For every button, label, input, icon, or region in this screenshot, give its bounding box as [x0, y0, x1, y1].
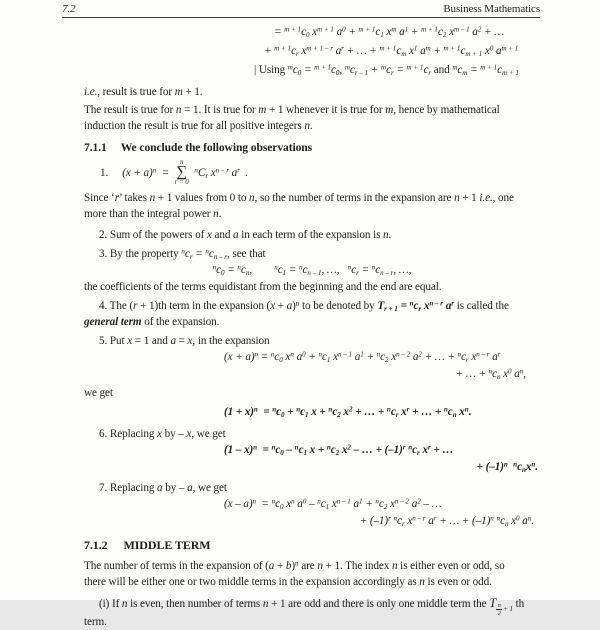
sum-upper-limit: n: [180, 158, 184, 166]
observation-3-tail: the coefficients of the terms equidistant from the beginning and the end are equal.: [84, 281, 442, 293]
middle-term-case-even: [99, 594, 540, 617]
paragraph-line: general term of the expansion.: [84, 316, 220, 328]
binomial-rhs: $^nC_r$ $x^{n - r}$ $a^r$ .: [194, 165, 248, 180]
observation-5: [84, 333, 540, 421]
induction-proof-equations: [84, 23, 540, 80]
item-number: 1.: [100, 166, 109, 179]
section-number: 7.1.2: [84, 538, 108, 552]
paragraph-line: The result is true for n = 1. It is true for m + 1 whenever it is true for m, hence by mathematical: [84, 104, 500, 116]
section-title: MIDDLE TERM: [123, 538, 211, 552]
one-plus-x-equation: $(1 + x)^n = ^nc_0 + ^nc_1$ $x + ^nc_2$ $x^2$ + … + $^nc_r$ $x^r$ + … + $^nc_n$ $x^n$.: [224, 405, 472, 419]
expansion-line-1: = $^{m + 1}c_0$ $x^{m + 1}$ $a^0 + ^{m + 1}c_1$ $x^m$ $a^1 + ^{m + 1}c_2$ $x^{m - 1}$ $a^2$ + …: [274, 25, 505, 39]
observation-7: [84, 480, 540, 529]
x-minus-a-equation: $(x - a)^n = ^nc_0$ $x^n$ $a^0 - ^nc_1$ $x^{n - 1}$ $a^1 + ^nc_2$ $x^{n - 2}$ $a^2$ – …: [224, 497, 442, 511]
book-title: Business Mathematics: [443, 3, 540, 15]
sum-lower-limit: r = 0: [174, 178, 189, 186]
T-subscript: [496, 600, 513, 619]
case-even-text: (i) If n is even, then number of terms n + 1 are odd and there is only one middle term the: [99, 598, 490, 610]
x-minus-a-continuation: + $(-1)^r$ $^nc_r$ $x^{n - r}$ $a^r$ + … + $(-1)^n$ $^nc_n$ $x^0$ $a^n$.: [359, 514, 534, 528]
page-header: [62, 2, 540, 18]
using-identities-line: | Using $^mc_0 = ^{m + 1}c_0$, $^mc_{r - 1} + ^mc_r = ^{m + 1}c_r$ and $^mc_m = ^{m + 1}c_{m + 1}$: [254, 63, 519, 77]
observation-7-head: 7. Replacing a by – a, we get: [99, 482, 227, 494]
paragraph-line: 4. The (r + 1)th term in the expansion $(x + a)^n$ to be denoted by $T_{r + 1} = ^nc_r$ $x^{n - r}$ $a^r$ is called the: [99, 299, 509, 313]
observation-3-head: 3. By the property $^nc_r = ^nc_{n - r}$, see that: [99, 247, 266, 261]
middle-term-symbol: [489, 594, 513, 617]
th-suffix: th: [512, 598, 525, 610]
page-number: 7.2: [62, 3, 76, 15]
observation-5-head: 5. Put x = 1 and a = x, in the expansion: [99, 335, 270, 347]
n-over-2-fraction: [496, 602, 502, 617]
fraction-denominator: 2: [497, 610, 501, 617]
page-body: [62, 23, 540, 630]
induction-summary-paragraph: [84, 102, 540, 134]
middle-term-paragraph: [84, 558, 540, 590]
observation-3-equation: $^nc_0 = ^nc_n$, $^nc_1 = ^nc_{n - 1}$, …, $^nc_r = ^nc_{n - r}$, …,: [212, 263, 412, 277]
we-get-line: we get: [84, 387, 113, 399]
observation-6-head: 6. Replacing x by – x, we get: [99, 428, 226, 440]
T-symbol: T: [489, 596, 497, 610]
expansion-line-2: + $^{m + 1}c_r$ $x^{m + 1 - r}$ $a^r$ + … + $^{m + 1}c_m$ $x^1$ $a^m + ^{m + 1}c_{m + 1}$ $x^0$ $a^{m + 1}$: [264, 44, 519, 58]
section-7-1-1-heading: [84, 139, 540, 156]
fraction-numerator: n: [497, 601, 501, 609]
section-number: 7.1.1: [84, 141, 107, 154]
observation-1: [84, 157, 540, 188]
one-minus-x-continuation: + $(-1)^n$ $^nc_nx^n$.: [476, 460, 538, 474]
binomial-lhs: $(x + a)^n$ =: [122, 165, 172, 179]
section-7-1-2-heading: [84, 536, 540, 554]
summation-symbol: [175, 159, 189, 186]
term-word: term.: [84, 616, 107, 628]
conclusion-line: i.e., result is true for m + 1.: [84, 86, 203, 98]
observation-6: [84, 426, 540, 475]
section-title: We conclude the following observations: [120, 141, 313, 154]
observation-4: [84, 298, 540, 330]
paragraph-line: Since ‘r’ takes n + 1 values from 0 to n, so the number of terms in the expansion are n + 1 i.e., one: [84, 192, 514, 204]
one-minus-x-equation: $(1 - x)^n = ^nc_0 - ^nc_1$ $x + ^nc_2$ $x^2$ – … + $(-1)^r$ $^nc_r$ $x^r$ + …: [224, 443, 454, 457]
observation-2: 2. Sum of the powers of x and a in each term of the expansion is n.: [99, 229, 392, 241]
paragraph-line: there will be either one or two middle terms in the expansion accordingly as n is even or odd.: [84, 576, 492, 588]
sigma-icon: ∑: [176, 164, 188, 180]
plus-one: + 1: [503, 605, 513, 613]
paragraph-line: The number of terms in the expansion of $(a + b)^n$ are n + 1. The index n is either even or odd, so: [84, 559, 505, 572]
paragraph-line: more than the integral power n.: [84, 208, 222, 220]
paragraph-line: induction the result is true for all positive integers n.: [84, 120, 313, 132]
expansion-equation: $(x + a)^n = ^nc_0$ $x^n$ $a^0 + ^nc_1$ $x^{n - 1}$ $a^1 + ^nc_2$ $x^{n - 2}$ $a^2$ + … + $^nc_r$ $x^{n - r}$ $a^r$: [224, 350, 501, 364]
since-r-paragraph: [84, 190, 540, 222]
expansion-continuation: + … + $^nc_n$ $x^0$ $a^n$,: [455, 367, 526, 381]
